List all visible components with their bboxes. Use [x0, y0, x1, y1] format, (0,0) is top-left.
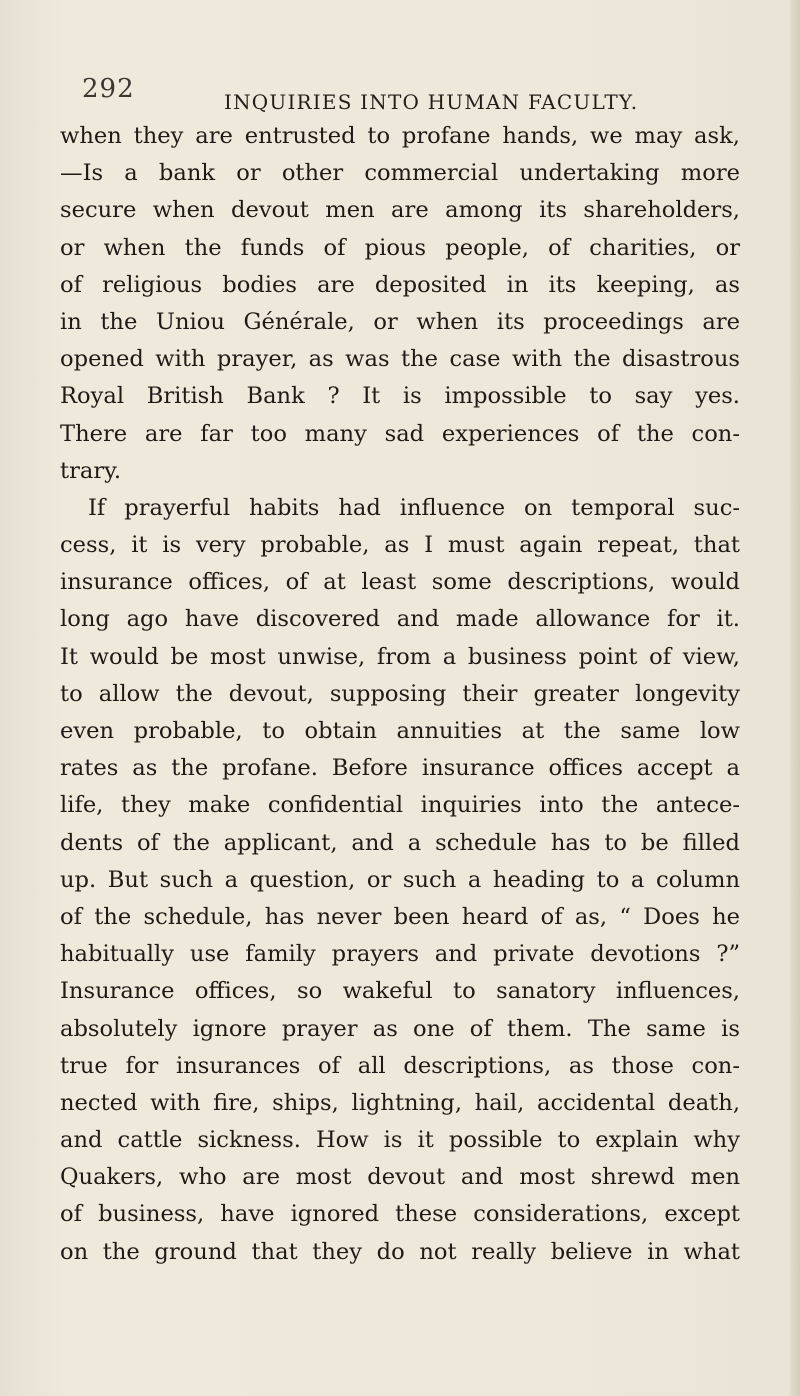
text-line: up. But such a question, or such a heading to a column — [60, 866, 740, 893]
text-line: long ago have discovered and made allowance for it. — [60, 606, 740, 633]
text-line: absolutely ignore prayer as one of them. The same is — [60, 1015, 740, 1042]
text-line: Royal British Bank ? It is impossible to say yes. — [60, 383, 740, 410]
text-line: Insurance offices, so wakeful to sanatory influences, — [60, 978, 740, 1005]
text-line: habitually use family prayers and private devotions ?” — [60, 941, 740, 968]
text-line: on the ground that they do not really believe in what — [60, 1238, 740, 1265]
text-line: nected with fire, ships, lightning, hail, accidental death, — [60, 1089, 740, 1116]
page-edge-shadow — [790, 0, 800, 1396]
paragraph-first-line: If prayerful habits had influence on temporal suc- — [88, 494, 740, 521]
text-line: secure when devout men are among its shareholders, — [60, 197, 740, 224]
text-line: It would be most unwise, from a business point of view, — [60, 643, 740, 670]
text-line: There are far too many sad experiences of the con- — [60, 420, 740, 447]
text-line: to allow the devout, supposing their greater longevity — [60, 680, 740, 707]
text-line: insurance offices, of at least some descriptions, would — [60, 569, 740, 596]
text-line: true for insurances of all descriptions, as those con- — [60, 1052, 740, 1079]
page-header — [0, 74, 800, 114]
text-line: cess, it is very probable, as I must again repeat, that — [60, 532, 740, 559]
text-line: of religious bodies are deposited in its keeping, as — [60, 271, 740, 298]
text-line: or when the funds of pious people, of charities, or — [60, 234, 740, 261]
text-line: —Is a bank or other commercial undertaking more — [60, 160, 740, 187]
text-line: of the schedule, has never been heard of as, “ Does he — [60, 903, 740, 930]
text-line: in the Uniou Générale, or when its proceedings are — [60, 308, 740, 335]
text-line: life, they make confidential inquiries into the antece- — [60, 792, 740, 819]
body-text — [60, 118, 740, 1271]
text-line: of business, have ignored these considerations, except — [60, 1201, 740, 1228]
text-line: rates as the profane. Before insurance offices accept a — [60, 755, 740, 782]
running-head: INQUIRIES INTO HUMAN FACULTY. — [224, 90, 639, 114]
page-number: 292 — [82, 74, 135, 104]
text-line: when they are entrusted to profane hands, we may ask, — [60, 123, 740, 149]
text-line: even probable, to obtain annuities at the same low — [60, 718, 740, 744]
text-line: Quakers, who are most devout and most shrewd men — [60, 1164, 740, 1191]
text-line: opened with prayer, as was the case with the disastrous — [60, 346, 740, 373]
text-line: trary. — [60, 457, 122, 484]
text-line: dents of the applicant, and a schedule has to be filled — [60, 829, 740, 856]
text-line: and cattle sickness. How is it possible to explain why — [60, 1127, 740, 1154]
